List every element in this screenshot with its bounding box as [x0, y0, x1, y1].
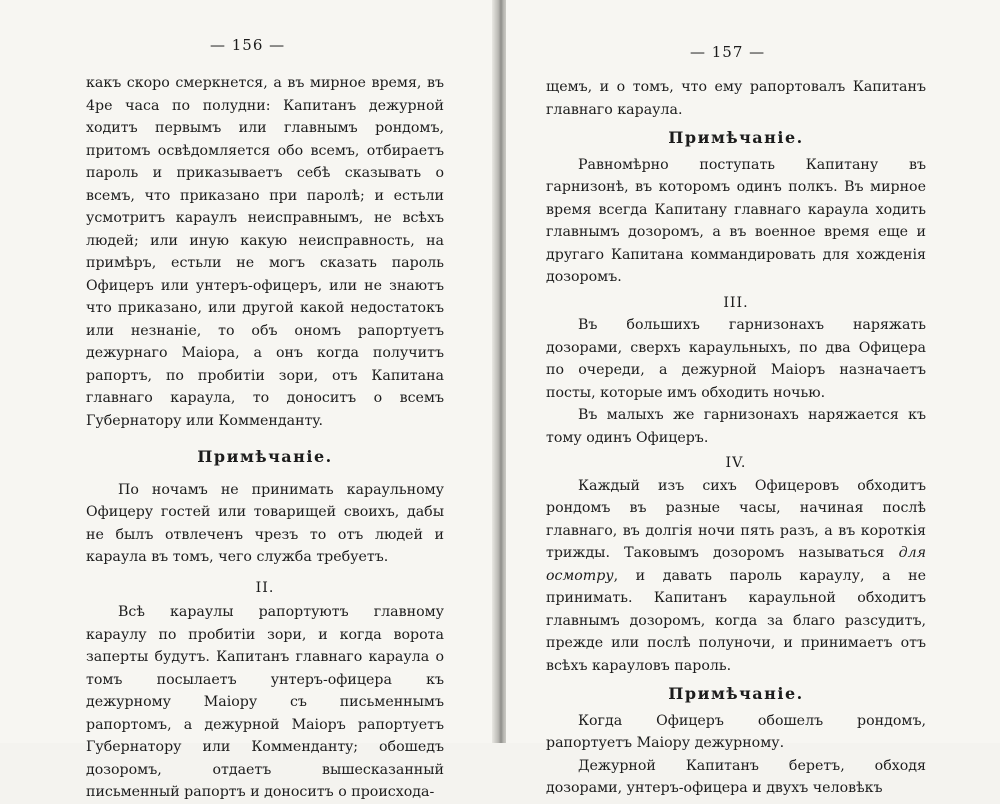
- right-note-text-1: Равномѣрно поступать Капитану въ гарнизонѣ, въ которомъ одинъ полкъ. Въ мирное время всегда Капитану главнаго караула ходить главнымъ дозоромъ, а въ военное время еще и другаго Капитана коммандировать для хожденія дозоромъ.: [546, 156, 926, 285]
- section-numeral-ii: II.: [255, 579, 275, 596]
- right-paragraph-5: Дежурной Капитанъ беретъ, обходя дозорами, унтеръ-офицера и двухъ человѣкъ: [546, 757, 926, 796]
- right-paragraph-2: Въ большихъ гарнизонахъ наряжать дозорами, сверхъ караульныхъ, по два Офицера по очереди, а дежурной Маiоръ назначаетъ посты, которые имъ обходить ночью.: [546, 317, 926, 401]
- right-text-block: [546, 76, 926, 800]
- right-paragraph-4-part-b: , и давать пароль караулу, а не принимать. Капитанъ караульной обходитъ главнымъ дозоромъ, когда за благо разсудитъ, прежде или послѣ полуночи, и принимаетъ отъ всѣхъ карауловъ пароль.: [546, 567, 926, 674]
- left-paragraph-2: Всѣ караулы рапортуютъ главному караулу по пробитіи зори, и когда ворота заперты будутъ. Капитанъ главнаго караула о томъ посылаетъ унтеръ-офицера къ дежурному Маiору съ письменнымъ рапортомъ, а дежурной Маiоръ рапортуетъ Губернатору или Коммендантy; обошедъ дозоромъ, отдаетъ вышесказанный письменный рапортъ и доноситъ о происхода-: [86, 604, 444, 800]
- page-number-right: — 157 —: [690, 43, 766, 61]
- left-paragraph-1: какъ скоро смеркнется, а въ мирное время, въ 4ре часа по полудни: Капитанъ дежурной ходитъ первымъ или главнымъ рондомъ, притомъ освѣдомляется обо всемъ, отбираетъ пароль и приказываетъ себѣ сказывать о всемъ, что приказано при паролѣ; и естьли усмотритъ караулъ неисправнымъ, не всѣхъ людей; или иную какую неисправность, на примѣръ, естьли не могъ сказать пароль Офицеръ или унтеръ-офицеръ, или не знаютъ что приказано, или другой какой недостатокъ или незнаніе, то объ ономъ рапортуетъ дежурнаго Маiора, а онъ когда получитъ рапортъ, по пробитіи зори, отъ Капитана главнаго караула, то доноситъ о всемъ Губернатору или Коммендантy.: [86, 75, 444, 429]
- section-numeral-iv: IV.: [725, 455, 747, 471]
- right-paragraph-1: щемъ, и о томъ, что ему рапортовалъ Капитанъ главнаго караула.: [546, 79, 926, 118]
- right-paragraph-4: [546, 475, 926, 678]
- right-note-text-2: Когда Офицеръ обошелъ рондомъ, рапортуетъ Маiору дежурному.: [546, 712, 926, 751]
- section-numeral-iii: III.: [723, 294, 749, 311]
- right-note-heading-1: Примѣчаніе.: [668, 128, 804, 147]
- left-note-text: По ночамъ не принимать караульному Офицеру гостей или товарищей своихъ, дабы не былъ отвлеченъ чрезъ то отъ людей и караула въ томъ, чего служба требуетъ.: [86, 481, 444, 565]
- right-paragraph-3: Въ малыхъ же гарнизонахъ наряжается къ тому одинъ Офицеръ.: [546, 407, 926, 446]
- right-paragraph-4-part-a: Каждый изъ сихъ Офицеровъ обходитъ рондомъ въ разные часы, начиная послѣ главнаго, въ долгія ночи пять разъ, а въ короткія трижды. Таковымъ дозоромъ называться: [546, 477, 926, 561]
- italic-phrase: для осмотру: [546, 545, 926, 584]
- left-page: [0, 0, 496, 800]
- page-number-left: — 156 —: [210, 36, 286, 54]
- right-page: [506, 0, 1000, 796]
- right-note-heading-2: Примѣчаніе.: [668, 684, 804, 703]
- left-text-block: [86, 72, 444, 804]
- left-note-heading: Примѣчаніе.: [197, 447, 333, 466]
